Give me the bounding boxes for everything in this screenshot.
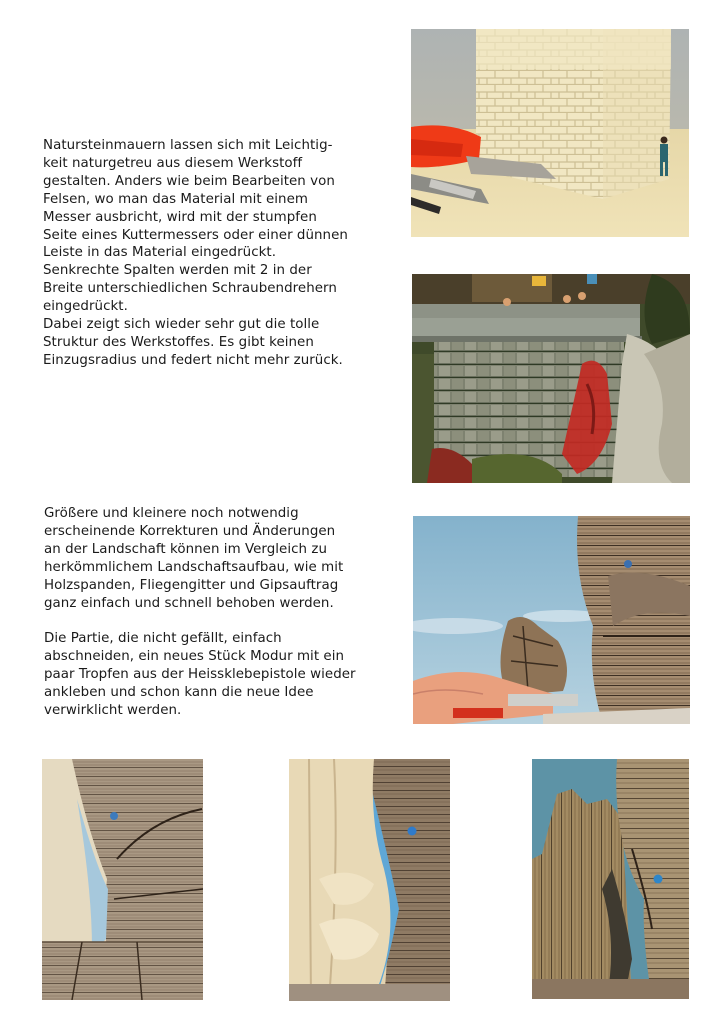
photo-bottom-right	[532, 759, 689, 999]
photo-carved-stone-pier	[411, 29, 689, 237]
paragraph-natural-stone-walls: Natursteinmauern lassen sich mit Leichtig- keit naturgetreu aus diesem Werkstoff gestalten. Anders wie beim Bearbeiten von Felsen, wo man das Material mit einem Messer ausbricht, wird mit der stumpfen Seite eines Kuttermessers oder einer dünnen Leiste in das Material eingedrückt. Senkrechte Spalten werden mit 2 in der Breite unterschiedlichen Schraubendrehern eingedrückt. Dabei zeigt sich wieder sehr gut die tolle Struktur des Werkstoffes. Es gibt keinen Einzugsradius und federt nicht mehr zurück.	[43, 138, 348, 368]
photo-bottom-middle	[289, 759, 450, 1001]
photo-painted-wall-terrace	[412, 274, 690, 483]
paragraph-replace-part: Die Partie, die nicht gefällt, einfach abschneiden, ein neues Stück Modur mit ein paar Tropfen aus der Heissklebepistole wieder ankleben und schon kann die neue Idee verwirklicht werden.	[44, 631, 356, 718]
photo-rock-correction	[413, 516, 690, 724]
text-block-corrections	[44, 505, 404, 720]
photo-bottom-left	[42, 759, 203, 1000]
paragraph-corrections: Größere und kleinere noch notwendig erscheinende Korrekturen und Änderungen an der Landschaft können im Vergleich zu herkömmlichem Landschaftsaufbau, wie mit Holzspanden, Fliegengitter und Gipsauftrag ganz einfach und schnell behoben werden.	[44, 506, 344, 611]
text-block-natural-stone-walls	[43, 137, 393, 370]
